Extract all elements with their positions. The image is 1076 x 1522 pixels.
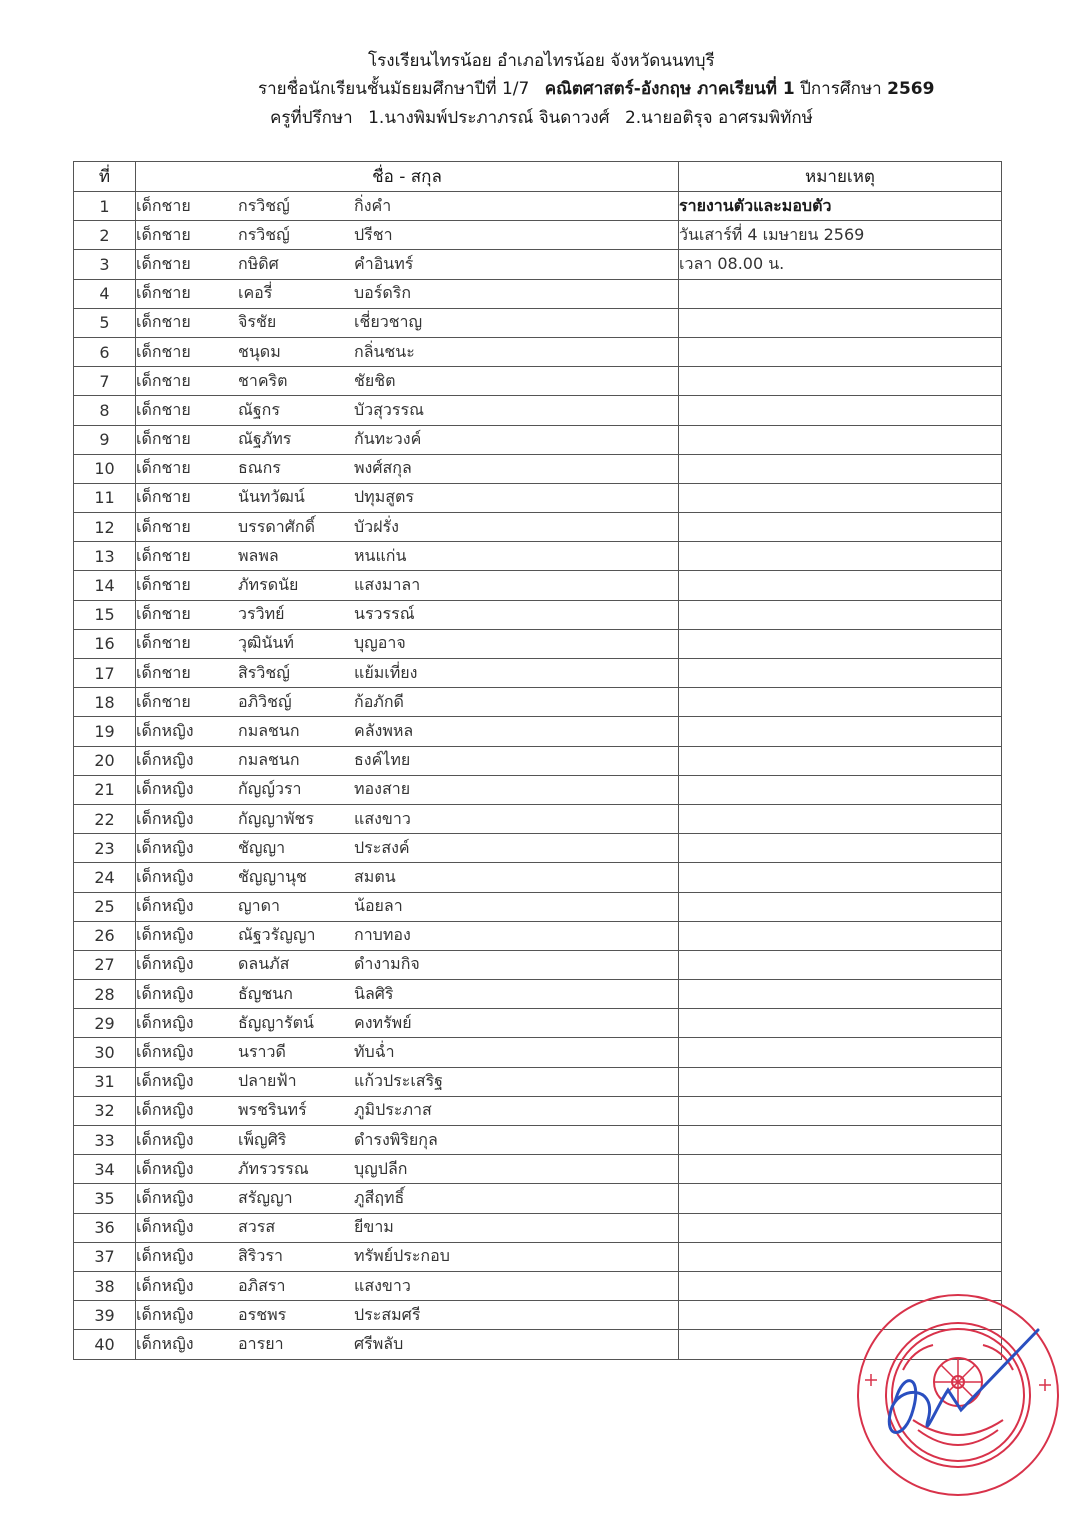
student-name-cell <box>136 688 679 717</box>
student-name-cell <box>136 1213 679 1242</box>
row-number: 15 <box>74 600 136 629</box>
table-header-row <box>74 162 1002 192</box>
name-prefix: เด็กชาย <box>136 429 191 449</box>
first-name: ธัญชนก <box>238 983 293 1003</box>
student-name-cell <box>136 279 679 308</box>
name-prefix: เด็กชาย <box>136 341 191 361</box>
note-cell: วันเสาร์ที่ 4 เมษายน 2569 <box>679 221 1002 250</box>
student-name-cell <box>136 337 679 366</box>
student-name-cell <box>136 746 679 775</box>
note-cell <box>679 1126 1002 1155</box>
last-name: ทับฉ่ำ <box>354 1042 395 1062</box>
table-row <box>74 863 1002 892</box>
first-name: ภัทรดนัย <box>238 575 299 595</box>
student-name-cell <box>136 1271 679 1300</box>
last-name: สมตน <box>354 866 396 886</box>
row-number: 7 <box>74 367 136 396</box>
name-prefix: เด็กชาย <box>136 399 191 419</box>
table-row <box>74 892 1002 921</box>
last-name: ศรีพลับ <box>354 1333 404 1353</box>
last-name: ยีขาม <box>354 1217 394 1237</box>
first-name: นันทวัฒน์ <box>238 487 305 507</box>
first-name: พลพล <box>238 545 279 565</box>
first-name: ชัญญานุช <box>238 866 307 886</box>
student-name-cell <box>136 1301 679 1330</box>
name-prefix: เด็กหญิง <box>136 1071 194 1091</box>
row-number: 9 <box>74 425 136 454</box>
last-name: ปทุมสูตร <box>354 487 414 507</box>
first-name: กมลชนก <box>238 720 300 740</box>
name-prefix: เด็กหญิง <box>136 1042 194 1062</box>
name-prefix: เด็กชาย <box>136 662 191 682</box>
first-name: ธณกร <box>238 458 281 478</box>
table-row <box>74 921 1002 950</box>
student-name-cell <box>136 571 679 600</box>
row-number: 8 <box>74 396 136 425</box>
name-prefix: เด็กชาย <box>136 691 191 711</box>
note-cell <box>679 804 1002 833</box>
last-name: เชี่ยวชาญ <box>354 312 423 332</box>
row-number: 19 <box>74 717 136 746</box>
name-prefix: เด็กหญิง <box>136 1187 194 1207</box>
row-number: 4 <box>74 279 136 308</box>
name-prefix: เด็กหญิง <box>136 720 194 740</box>
student-name-cell <box>136 250 679 279</box>
student-name-cell <box>136 367 679 396</box>
first-name: กมลชนก <box>238 750 300 770</box>
name-prefix: เด็กหญิง <box>136 1100 194 1120</box>
note-cell <box>679 659 1002 688</box>
name-prefix: เด็กชาย <box>136 604 191 624</box>
last-name: ก้อภักดี <box>354 691 404 711</box>
name-prefix: เด็กชาย <box>136 370 191 390</box>
note-cell <box>679 483 1002 512</box>
name-prefix: เด็กหญิง <box>136 1333 194 1353</box>
row-number: 25 <box>74 892 136 921</box>
row-number: 38 <box>74 1271 136 1300</box>
row-number: 40 <box>74 1330 136 1359</box>
student-name-cell <box>136 454 679 483</box>
name-prefix: เด็กหญิง <box>136 896 194 916</box>
row-number: 23 <box>74 834 136 863</box>
row-number: 20 <box>74 746 136 775</box>
student-roster-table <box>73 161 1002 1360</box>
row-number: 13 <box>74 542 136 571</box>
name-prefix: เด็กชาย <box>136 283 191 303</box>
first-name: ณัฐวรัญญา <box>238 925 316 945</box>
advisor-label: ครูที่ปรึกษา <box>270 108 353 128</box>
table-row <box>74 1155 1002 1184</box>
note-cell <box>679 337 1002 366</box>
name-prefix: เด็กหญิง <box>136 837 194 857</box>
note-cell <box>679 1213 1002 1242</box>
table-row <box>74 1213 1002 1242</box>
advisor-2: 2.นายอติรุจ อาศรมพิทักษ์ <box>624 108 813 128</box>
table-row <box>74 250 1002 279</box>
student-name-cell <box>136 834 679 863</box>
name-prefix: เด็กหญิง <box>136 750 194 770</box>
student-name-cell <box>136 775 679 804</box>
row-number: 33 <box>74 1126 136 1155</box>
table-row <box>74 834 1002 863</box>
student-name-cell <box>136 1184 679 1213</box>
name-prefix: เด็กหญิง <box>136 1275 194 1295</box>
row-number: 37 <box>74 1242 136 1271</box>
student-name-cell <box>136 1096 679 1125</box>
last-name: น้อยลา <box>354 896 403 916</box>
student-name-cell <box>136 629 679 658</box>
student-name-cell <box>136 513 679 542</box>
first-name: นราวดี <box>238 1042 286 1062</box>
table-row <box>74 571 1002 600</box>
note-cell <box>679 1155 1002 1184</box>
row-number: 5 <box>74 308 136 337</box>
note-cell <box>679 746 1002 775</box>
student-name-cell <box>136 1067 679 1096</box>
note-cell <box>679 600 1002 629</box>
student-name-cell <box>136 659 679 688</box>
student-name-cell <box>136 1126 679 1155</box>
first-name: อภิสรา <box>238 1275 286 1295</box>
last-name: คำอินทร์ <box>354 253 414 273</box>
title-program: คณิตศาสตร์-อังกฤษ ภาคเรียนที่ 1 <box>544 79 795 99</box>
name-prefix: เด็กชาย <box>136 458 191 478</box>
row-number: 27 <box>74 950 136 979</box>
last-name: คงทรัพย์ <box>354 1012 412 1032</box>
note-cell <box>679 308 1002 337</box>
last-name: กาบทอง <box>354 925 411 945</box>
note-cell <box>679 1038 1002 1067</box>
first-name: กษิดิศ <box>238 253 279 273</box>
row-number: 2 <box>74 221 136 250</box>
name-prefix: เด็กหญิง <box>136 925 194 945</box>
first-name: ปลายฟ้า <box>238 1071 297 1091</box>
table-body <box>74 192 1002 1360</box>
last-name: บัวสุวรรณ <box>354 399 424 419</box>
table-row <box>74 1184 1002 1213</box>
table-row <box>74 1009 1002 1038</box>
first-name: สวรส <box>238 1217 276 1237</box>
advisor-line <box>270 104 813 131</box>
note-cell: เวลา 08.00 น. <box>679 250 1002 279</box>
last-name: กลิ่นชนะ <box>354 341 415 361</box>
first-name: วุฒินันท์ <box>238 633 294 653</box>
name-prefix: เด็กหญิง <box>136 1217 194 1237</box>
name-prefix: เด็กหญิง <box>136 1158 194 1178</box>
name-prefix: เด็กชาย <box>136 575 191 595</box>
name-prefix: เด็กชาย <box>136 633 191 653</box>
student-name-cell <box>136 863 679 892</box>
row-number: 3 <box>74 250 136 279</box>
first-name: กรวิชญ์ <box>238 195 290 215</box>
name-prefix: เด็กหญิง <box>136 808 194 828</box>
row-number: 12 <box>74 513 136 542</box>
row-number: 24 <box>74 863 136 892</box>
note-cell <box>679 425 1002 454</box>
last-name: หนแก่น <box>354 545 407 565</box>
last-name: กิ่งคำ <box>354 195 392 215</box>
name-prefix: เด็กหญิง <box>136 866 194 886</box>
note-cell <box>679 834 1002 863</box>
last-name: พงศ์สกุล <box>354 458 412 478</box>
note-cell <box>679 1184 1002 1213</box>
last-name: ทองสาย <box>354 779 411 799</box>
table-row <box>74 775 1002 804</box>
row-number: 26 <box>74 921 136 950</box>
table-row <box>74 629 1002 658</box>
row-number: 29 <box>74 1009 136 1038</box>
note-cell <box>679 892 1002 921</box>
last-name: แสงมาลา <box>354 575 421 595</box>
table-row <box>74 1242 1002 1271</box>
row-number: 21 <box>74 775 136 804</box>
title-year-label: ปีการศึกษา <box>800 79 882 99</box>
table-row <box>74 221 1002 250</box>
last-name: ดำงามกิจ <box>354 954 420 974</box>
last-name: บอร์ดริก <box>354 283 412 303</box>
note-cell <box>679 1242 1002 1271</box>
table-row <box>74 746 1002 775</box>
first-name: อารยา <box>238 1333 284 1353</box>
note-cell <box>679 1067 1002 1096</box>
student-name-cell <box>136 980 679 1009</box>
table-row <box>74 1038 1002 1067</box>
note-cell <box>679 396 1002 425</box>
student-name-cell <box>136 1038 679 1067</box>
student-name-cell <box>136 192 679 221</box>
last-name: แย้มเที่ยง <box>354 662 418 682</box>
first-name: ภัทรวรรณ <box>238 1158 309 1178</box>
student-name-cell <box>136 1330 679 1359</box>
first-name: ชาคริต <box>238 370 288 390</box>
name-prefix: เด็กชาย <box>136 195 191 215</box>
table-row <box>74 483 1002 512</box>
student-name-cell <box>136 308 679 337</box>
last-name: แสงขาว <box>354 808 411 828</box>
note-cell <box>679 629 1002 658</box>
row-number: 16 <box>74 629 136 658</box>
student-name-cell <box>136 542 679 571</box>
note-cell <box>679 1096 1002 1125</box>
title-year: 2569 <box>887 79 935 99</box>
first-name: อภิวิชญ์ <box>238 691 292 711</box>
row-number: 30 <box>74 1038 136 1067</box>
row-number: 17 <box>74 659 136 688</box>
last-name: ประสมศรี <box>354 1304 421 1324</box>
table-row <box>74 688 1002 717</box>
name-prefix: เด็กชาย <box>136 516 191 536</box>
student-name-cell <box>136 221 679 250</box>
student-name-cell <box>136 921 679 950</box>
last-name: นรวรรณ์ <box>354 604 415 624</box>
note-cell <box>679 454 1002 483</box>
name-prefix: เด็กชาย <box>136 545 191 565</box>
first-name: กัญญาพัชร <box>238 808 314 828</box>
table-row <box>74 1126 1002 1155</box>
name-prefix: เด็กหญิง <box>136 1129 194 1149</box>
last-name: แก้วประเสริฐ <box>354 1071 443 1091</box>
row-number: 35 <box>74 1184 136 1213</box>
student-name-cell <box>136 483 679 512</box>
last-name: แสงขาว <box>354 1275 411 1295</box>
row-number: 14 <box>74 571 136 600</box>
name-prefix: เด็กหญิง <box>136 1246 194 1266</box>
note-cell <box>679 921 1002 950</box>
last-name: บุญอาจ <box>354 633 406 653</box>
last-name: บุญปลีก <box>354 1158 408 1178</box>
note-cell <box>679 1009 1002 1038</box>
first-name: กรวิชญ์ <box>238 224 290 244</box>
table-row <box>74 659 1002 688</box>
name-prefix: เด็กชาย <box>136 253 191 273</box>
first-name: สรัญญา <box>238 1187 293 1207</box>
row-number: 11 <box>74 483 136 512</box>
row-number: 18 <box>74 688 136 717</box>
first-name: เคอรี่ <box>238 283 273 303</box>
name-prefix: เด็กหญิง <box>136 1012 194 1032</box>
student-name-cell <box>136 1009 679 1038</box>
first-name: ชัญญา <box>238 837 286 857</box>
last-name: นิลศิริ <box>354 983 394 1003</box>
student-name-cell <box>136 396 679 425</box>
student-name-cell <box>136 1242 679 1271</box>
table-row <box>74 308 1002 337</box>
row-number: 31 <box>74 1067 136 1096</box>
row-number: 1 <box>74 192 136 221</box>
column-header-name: ชื่อ - สกุล <box>136 162 679 192</box>
first-name: กัญญ์วรา <box>238 779 302 799</box>
note-cell <box>679 542 1002 571</box>
table-row <box>74 367 1002 396</box>
first-name: ธัญญารัตน์ <box>238 1012 314 1032</box>
table-row <box>74 1067 1002 1096</box>
first-name: ญาดา <box>238 896 280 916</box>
last-name: กันทะวงค์ <box>354 429 422 449</box>
name-prefix: เด็กชาย <box>136 312 191 332</box>
row-number: 34 <box>74 1155 136 1184</box>
note-cell <box>679 950 1002 979</box>
table-row <box>74 980 1002 1009</box>
last-name: บัวฝรั่ง <box>354 516 399 536</box>
table-row <box>74 279 1002 308</box>
last-name: ธงค์ไทย <box>354 750 411 770</box>
column-header-no: ที่ <box>74 162 136 192</box>
name-prefix: เด็กหญิง <box>136 954 194 974</box>
school-name-line: โรงเรียนไทรน้อย อำเภอไทรน้อย จังหวัดนนทบุรี <box>368 51 715 71</box>
last-name: ดำรงพิริยกุล <box>354 1129 438 1149</box>
first-name: ณัฐกร <box>238 399 280 419</box>
note-cell <box>679 513 1002 542</box>
first-name: เพ็ญศิริ <box>238 1129 287 1149</box>
table-row <box>74 454 1002 483</box>
note-cell <box>679 279 1002 308</box>
row-number: 39 <box>74 1301 136 1330</box>
last-name: ชัยชิต <box>354 370 396 390</box>
row-number: 6 <box>74 337 136 366</box>
last-name: ประสงค์ <box>354 837 410 857</box>
column-header-note: หมายเหตุ <box>679 162 1002 192</box>
first-name: พรชรินทร์ <box>238 1100 307 1120</box>
first-name: วรวิทย์ <box>238 604 285 624</box>
name-prefix: เด็กชาย <box>136 224 191 244</box>
table-row <box>74 950 1002 979</box>
table-row <box>74 513 1002 542</box>
note-cell <box>679 367 1002 396</box>
student-name-cell <box>136 804 679 833</box>
note-cell <box>679 717 1002 746</box>
table-row <box>74 192 1002 221</box>
row-number: 32 <box>74 1096 136 1125</box>
student-name-cell <box>136 950 679 979</box>
name-prefix: เด็กหญิง <box>136 983 194 1003</box>
row-number: 22 <box>74 804 136 833</box>
table-row <box>74 600 1002 629</box>
row-number: 28 <box>74 980 136 1009</box>
table-row <box>74 542 1002 571</box>
student-name-cell <box>136 600 679 629</box>
name-prefix: เด็กหญิง <box>136 779 194 799</box>
student-name-cell <box>136 1155 679 1184</box>
advisor-1: 1.นางพิมพ์ประภาภรณ์ จินดาวงศ์ <box>368 108 610 128</box>
note-cell <box>679 688 1002 717</box>
last-name: ภูมิประภาส <box>354 1100 432 1120</box>
table-row <box>74 804 1002 833</box>
row-number: 36 <box>74 1213 136 1242</box>
first-name: อรชพร <box>238 1304 287 1324</box>
name-prefix: เด็กหญิง <box>136 1304 194 1324</box>
first-name: บรรดาศักดิ์ <box>238 516 315 536</box>
student-name-cell <box>136 717 679 746</box>
note-cell <box>679 775 1002 804</box>
document-title-line <box>258 75 934 102</box>
student-name-cell <box>136 892 679 921</box>
student-name-cell <box>136 425 679 454</box>
last-name: ปรีชา <box>354 224 393 244</box>
first-name: จิรชัย <box>238 312 277 332</box>
note-cell <box>679 980 1002 1009</box>
first-name: ชนุดม <box>238 341 281 361</box>
last-name: ภูสีฤทธิ์ <box>354 1187 405 1207</box>
school-seal-stamp-icon <box>843 1290 1073 1520</box>
first-name: สิริวรา <box>238 1246 283 1266</box>
last-name: คลังพหล <box>354 720 414 740</box>
title-class: รายชื่อนักเรียนชั้นมัธยมศึกษาปีที่ 1/7 <box>258 79 530 99</box>
first-name: สิรวิชญ์ <box>238 662 290 682</box>
table-row <box>74 396 1002 425</box>
table-row <box>74 717 1002 746</box>
table-row <box>74 425 1002 454</box>
first-name: ดลนภัส <box>238 954 290 974</box>
note-cell: รายงานตัวและมอบตัว <box>679 192 1002 221</box>
name-prefix: เด็กชาย <box>136 487 191 507</box>
table-row <box>74 337 1002 366</box>
note-cell <box>679 863 1002 892</box>
table-row <box>74 1096 1002 1125</box>
first-name: ณัฐภัทร <box>238 429 292 449</box>
row-number: 10 <box>74 454 136 483</box>
last-name: ทรัพย์ประกอบ <box>354 1246 450 1266</box>
note-cell <box>679 571 1002 600</box>
